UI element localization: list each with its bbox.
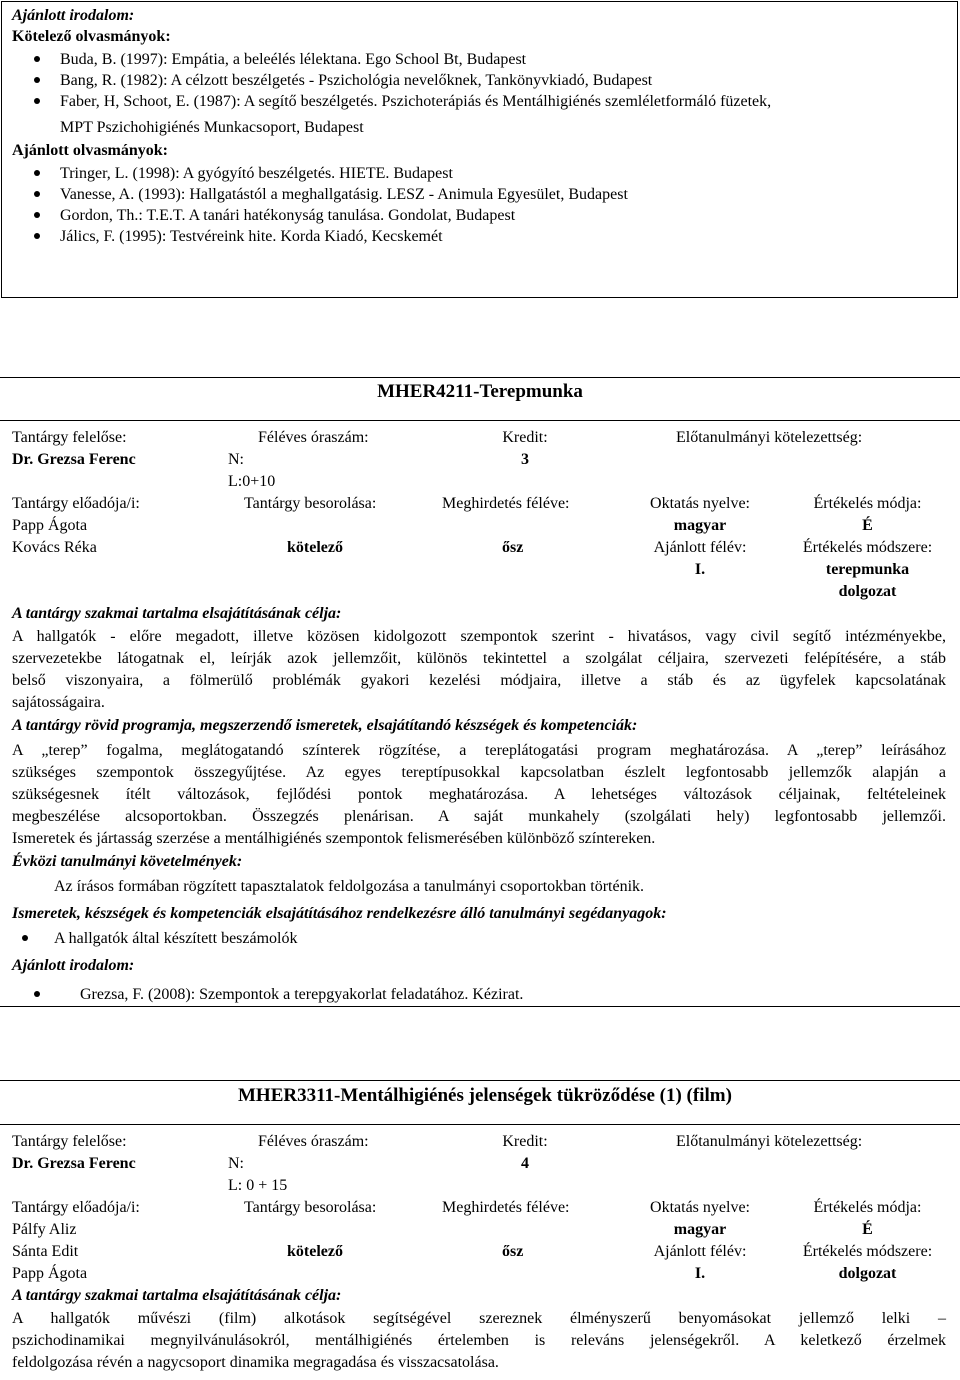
text-line: szervezetekbe látogatnak el, leírják azok jellemzőit, különös tekintettel a szolgálat céljaira, szervezeti felépítésére, a stáb [12, 650, 946, 667]
course1-bottom-rule [0, 1006, 960, 1007]
course2-title: MHER3311-Mentálhigiénés jelenségek tükröződése (1) (film) [238, 1085, 732, 1106]
goal-heading: A tantárgy szakmai tartalma elsajátításának célja: [12, 605, 342, 622]
list-item: Gordon, Th.: T.E.T. A tanári hatékonyság tanulása. Gondolat, Budapest [12, 205, 628, 226]
language-value: magyar [673, 517, 727, 534]
credit-value: 3 [521, 451, 529, 468]
eval-method-value: terepmunka [825, 561, 910, 578]
eval-mode-value: É [862, 1221, 873, 1238]
responsible-name: Dr. Grezsa Ferenc [12, 451, 136, 468]
eval-method-value: dolgozat [838, 1265, 897, 1282]
recommended-readings-list [12, 163, 628, 247]
hours-l: L: 0 + 15 [228, 1177, 288, 1194]
requirements-heading: Évközi tanulmányi követelmények: [12, 853, 243, 870]
credit-label: Kredit: [502, 429, 548, 446]
lecturer-name: Papp Ágota [12, 517, 88, 534]
hours-l: L:0+10 [228, 473, 276, 490]
text-line: A hallgatók - előre megadott, illetve közösen kidolgozott szempontok szerint - hivatásos, vagy civil segítő intézményekbe, [12, 628, 946, 645]
recommended-readings-heading: Ajánlott olvasmányok: [12, 142, 169, 159]
eval-method-label: Értékelés módszere: [802, 539, 933, 556]
text-line: A „terep” fogalma, meglátogatandó színterek rögzítése, a tereplátogatási program meghatározása. A „terep” leírásához [12, 742, 946, 759]
hours-label: Féléves óraszám: [258, 429, 369, 446]
course1-title-rule [0, 420, 960, 421]
list-item: A hallgatók által készített beszámolók [0, 928, 297, 949]
category-label: Tantárgy besorolása: [244, 495, 377, 512]
list-item: Jálics, F. (1995): Testvéreink hite. Korda Kiadó, Kecskemét [12, 226, 628, 247]
requirements-text: Az írásos formában rögzített tapasztalatok feldolgozása a tanulmányi csoportokban történik. [54, 878, 645, 895]
list-item: Tringer, L. (1998): A gyógyító beszélgetés. HIETE. Budapest [12, 163, 628, 184]
aids-heading: Ismeretek, készségek és kompetenciák elsajátításához rendelkezésre álló tanulmányi segédanyagok: [12, 905, 667, 922]
required-readings-heading: Kötelező olvasmányok: [12, 28, 171, 45]
semester-value: ősz [502, 1243, 524, 1260]
semester-label: Meghirdetés féléve: [442, 1199, 570, 1216]
credit-label: Kredit: [502, 1133, 548, 1150]
category-value: kötelező [287, 539, 343, 556]
course1-literature-list [12, 984, 523, 1005]
language-value: magyar [673, 1221, 727, 1238]
list-item: Bang, R. (1982): A célzott beszélgetés - Pszichológia nevelőknek, Tankönyvkiadó, Budapest [12, 70, 771, 91]
list-item: Buda, B. (1997): Empátia, a beleélés lélektana. Ego School Bt, Budapest [12, 49, 771, 70]
text-line: szükséges szempontok összegyűjtése. Az egyes tereptípusokkal kapcsolatban észlelt legfontosabb jellemzők alapján a [12, 764, 946, 781]
credit-value: 4 [521, 1155, 529, 1172]
program-heading: A tantárgy rövid programja, megszerzendő ismeretek, elsajátítandó készségek és kompetenciák: [12, 717, 638, 734]
course2-top-rule [0, 1080, 960, 1081]
list-item: Faber, H, Schoot, E. (1987): A segítő beszélgetés. Pszichoterápiás és Mentálhigiénés szemléletformáló füzetek, [12, 91, 771, 112]
eval-mode-label: Értékelés módja: [813, 495, 922, 512]
course1-literature-heading: Ajánlott irodalom: [12, 957, 135, 974]
program-text [12, 740, 946, 850]
prereq-label: Előtanulmányi kötelezettség: [676, 429, 863, 446]
semester-label: Meghirdetés féléve: [442, 495, 570, 512]
rec-semester-value: I. [694, 1265, 706, 1282]
language-label: Oktatás nyelve: [650, 1199, 750, 1216]
text-line: megbeszélése alcsoportokban. Összegzés plenárisan. A saját munkahely (szolgálati hely) legfontosabb jellemzői. [12, 808, 946, 825]
course1-top-rule [0, 377, 960, 378]
responsible-label: Tantárgy felelőse: [12, 1133, 127, 1150]
category-value: kötelező [287, 1243, 343, 1260]
text-line: belső viszonyaira, a fölmerülő problémák gyakori kezelési módjaira, illetve a stáb és az ügyfelek kapcsolatának [12, 672, 946, 689]
text-line: pszichodinamikai megnyilvánulásokról, mentálhigiénés értelemben is releváns jelenségekről. A keletkező érzelmek [12, 1332, 946, 1349]
semester-value: ősz [502, 539, 524, 556]
text-line: A hallgatók művészi (film) alkotások segítségével szereznek élményszerű benyomásokat jellemző lelki – [12, 1310, 946, 1327]
goal-text [12, 1308, 946, 1374]
lecturer-name: Pálfy Aliz [12, 1221, 77, 1238]
list-item: Grezsa, F. (2008): Szempontok a terepgyakorlat feladatához. Kézirat. [12, 984, 523, 1005]
hours-label: Féléves óraszám: [258, 1133, 369, 1150]
list-item-continuation: MPT Pszichohigiénés Munkacsoport, Budapest [60, 119, 364, 136]
aids-list [0, 928, 297, 949]
eval-method-label: Értékelés módszere: [802, 1243, 933, 1260]
responsible-label: Tantárgy felelőse: [12, 429, 127, 446]
top-literature-title: Ajánlott irodalom: [12, 7, 135, 24]
hours-n: N: [228, 451, 244, 468]
goal-heading: A tantárgy szakmai tartalma elsajátításának célja: [12, 1287, 342, 1304]
goal-text [12, 626, 946, 714]
eval-mode-value: É [862, 517, 873, 534]
lecturer-label: Tantárgy előadója/i: [12, 1199, 140, 1216]
course2-title-rule [0, 1124, 960, 1125]
text-line: szükségesnek ítélt változások, fejlődési pontok meghatározása. A lehetséges változások céljainak, feltételeinek [12, 786, 946, 803]
prereq-label: Előtanulmányi kötelezettség: [676, 1133, 863, 1150]
text-line: Ismeretek és jártasság szerzése a mentálhigiénés szempontok felismerésében különböző színtereken. [12, 830, 656, 847]
eval-mode-label: Értékelés módja: [813, 1199, 922, 1216]
language-label: Oktatás nyelve: [650, 495, 750, 512]
list-item: Vanesse, A. (1993): Hallgatástól a meghallgatásig. LESZ - Animula Egyesület, Budapest [12, 184, 628, 205]
lecturer-name: Sánta Edit [12, 1243, 79, 1260]
eval-method-value: dolgozat [838, 583, 897, 600]
text-line: sajátosságaira. [12, 694, 105, 711]
category-label: Tantárgy besorolása: [244, 1199, 377, 1216]
lecturer-label: Tantárgy előadója/i: [12, 495, 140, 512]
rec-semester-label: Ajánlott félév: [653, 539, 747, 556]
rec-semester-label: Ajánlott félév: [653, 1243, 747, 1260]
required-readings-list [12, 49, 771, 112]
rec-semester-value: I. [694, 561, 706, 578]
course1-title: MHER4211-Terepmunka [377, 381, 583, 402]
responsible-name: Dr. Grezsa Ferenc [12, 1155, 136, 1172]
hours-n: N: [228, 1155, 244, 1172]
lecturer-name: Kovács Réka [12, 539, 97, 556]
text-line: feldolgozása révén a nagycsoport dinamika megragadása és visszacsatolása. [12, 1354, 499, 1371]
lecturer-name: Papp Ágota [12, 1265, 88, 1282]
